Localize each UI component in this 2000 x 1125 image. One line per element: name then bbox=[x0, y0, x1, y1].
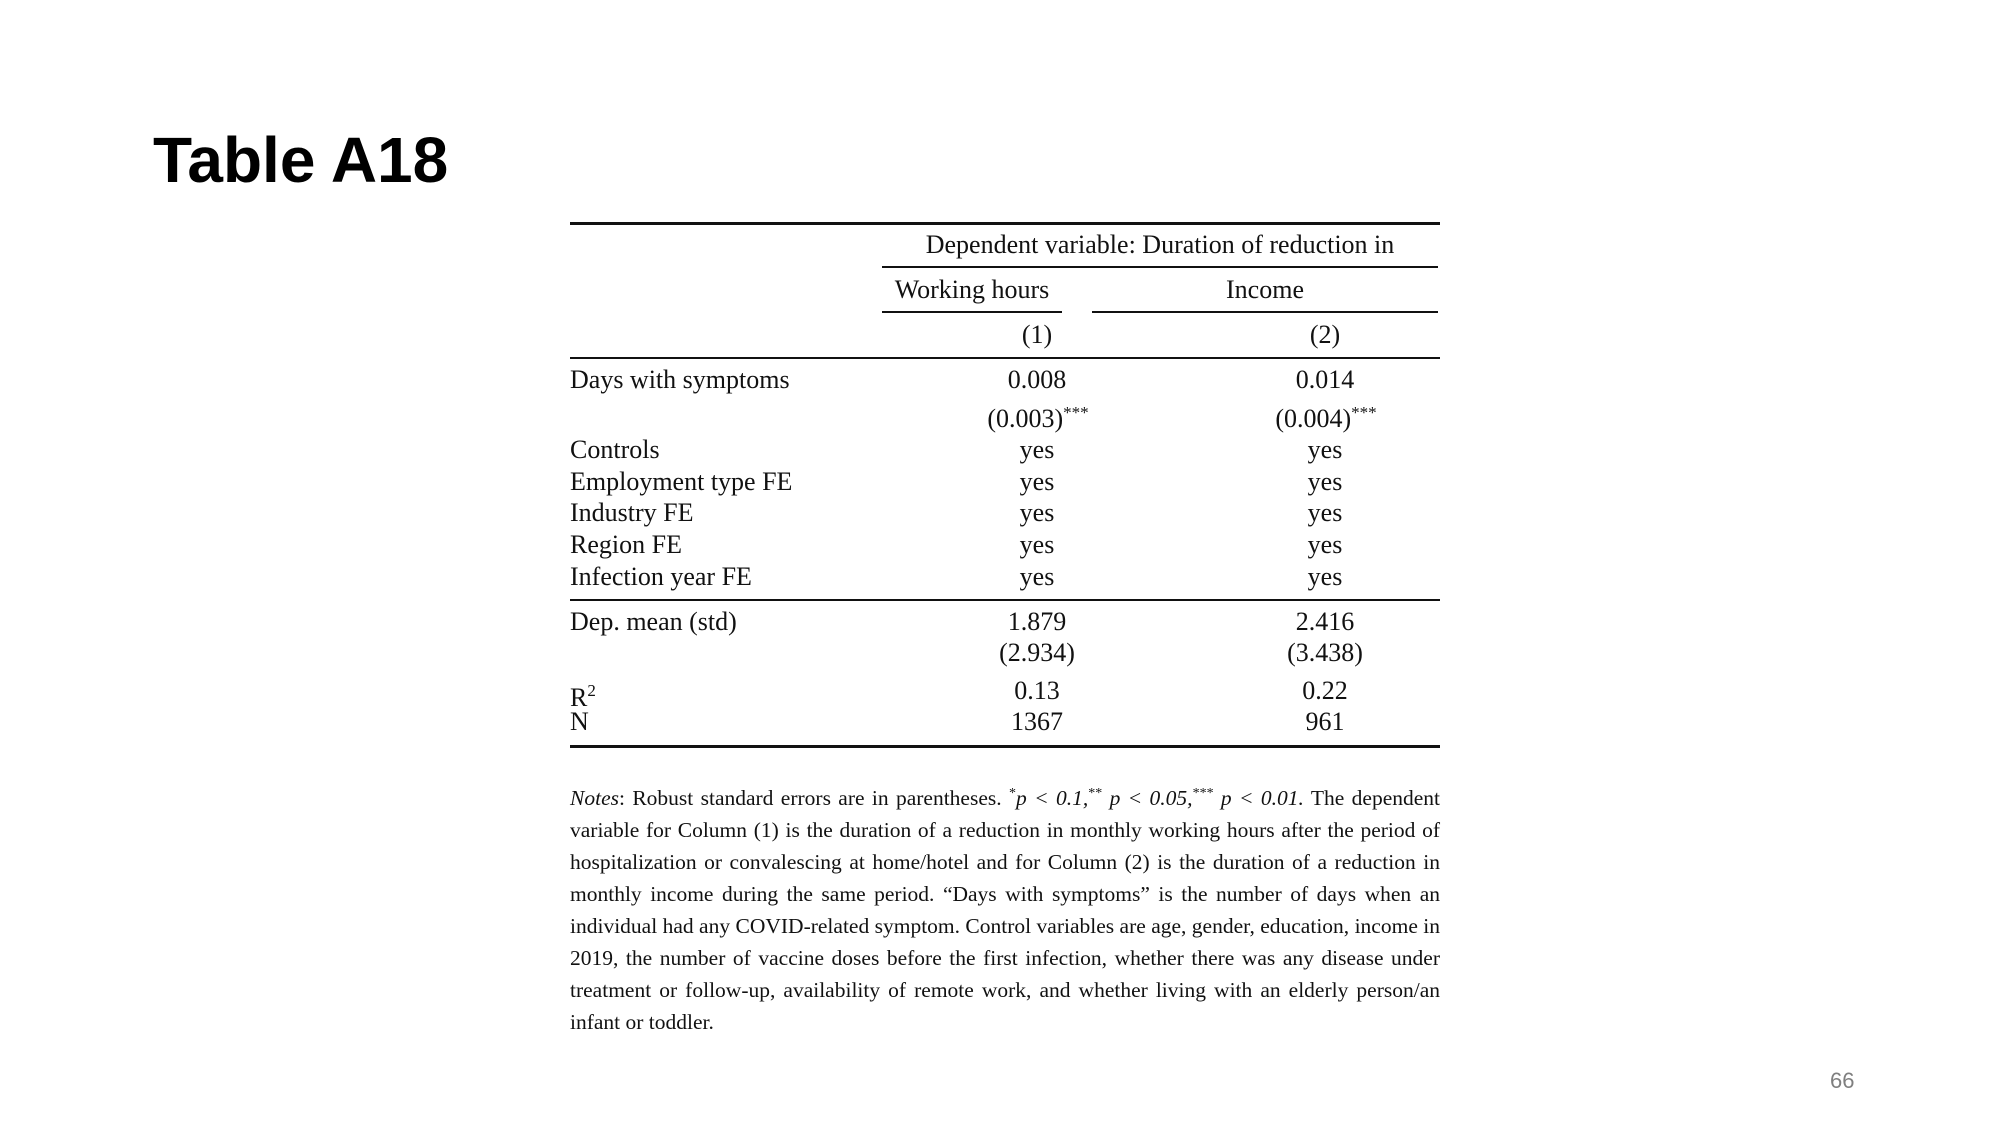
column-number-1: (1) bbox=[1021, 320, 1053, 349]
n-1: 1367 bbox=[1011, 707, 1063, 736]
controls-2: yes bbox=[1307, 435, 1343, 464]
slide-title: Table A18 bbox=[153, 124, 449, 196]
n-2: 961 bbox=[1305, 707, 1345, 736]
r2-1: 0.13 bbox=[1014, 676, 1060, 705]
stars-2: *** bbox=[1351, 403, 1377, 422]
industry-fe-1: yes bbox=[1019, 498, 1055, 527]
stars-1: *** bbox=[1063, 403, 1089, 422]
bottom-rule bbox=[570, 745, 1440, 748]
infection-year-fe-1: yes bbox=[1019, 562, 1055, 591]
row-label-days-with-symptoms: Days with symptoms bbox=[570, 365, 790, 394]
column-2-rule bbox=[1092, 311, 1438, 313]
se-1: (0.003)*** bbox=[987, 403, 1089, 433]
dep-std-2: (3.438) bbox=[1287, 638, 1363, 667]
coef-1: 0.008 bbox=[1007, 365, 1067, 394]
infection-year-fe-2: yes bbox=[1307, 562, 1343, 591]
table-notes: Notes: Robust standard errors are in parentheses. *p < 0.1,** p < 0.05,*** p < 0.01. The dependent variable for Column (1) is the duration of a reduction in monthly working hours after the period of hospitalization or convalescing at home/hotel and for Column (2) is the duration of a reduction in monthly income during the same period. “Days with symptoms” is the number of days when an individual had any COVID-related symptom. Control variables are age, gender, education, income in 2019, the number of vaccine doses before the first infection, whether there was any disease under treatment or follow-up, availability of remote work, and whether living with an elderly person/an infant or toddler. bbox=[570, 786, 1441, 1035]
row-label-employment-fe: Employment type FE bbox=[570, 467, 793, 496]
dep-mean-2: 2.416 bbox=[1295, 607, 1355, 636]
page-number: 66 bbox=[1830, 1068, 1855, 1093]
coef-2: 0.014 bbox=[1295, 365, 1355, 394]
row-label-r2: $R^2$ bbox=[570, 681, 596, 712]
notes-body: The dependent variable for Column (1) is the duration of a reduction in monthly working hours after the period of hospitalization or convalescing at home/hotel and for Column (2) is the duration of a reduction in monthly income during the same period. “Days with symptoms” is the number of days when an individual had any COVID-related symptom. Control variables are age, gender, education, income in 2019, the number of vaccine doses before the first infection, whether there was any disease under treatment or follow-up, availability of remote work, and whether living with an elderly person/an infant or toddler. bbox=[570, 786, 1441, 1035]
region-fe-1: yes bbox=[1019, 530, 1055, 559]
se-2: (0.004)*** bbox=[1275, 403, 1377, 433]
controls-1: yes bbox=[1019, 435, 1055, 464]
row-label-n: N bbox=[570, 707, 589, 736]
dep-mean-1: 1.879 bbox=[1007, 607, 1067, 636]
industry-fe-2: yes bbox=[1307, 498, 1343, 527]
row-label-industry-fe: Industry FE bbox=[570, 498, 694, 527]
top-rule bbox=[570, 222, 1440, 225]
row-label-controls: Controls bbox=[570, 435, 660, 464]
row-label-infection-year-fe: Infection year FE bbox=[570, 562, 752, 591]
employment-fe-1: yes bbox=[1019, 467, 1055, 496]
column-number-2: (2) bbox=[1309, 320, 1341, 349]
notes-label: Notes bbox=[570, 786, 619, 811]
column-name-1: Working hours bbox=[894, 275, 1050, 304]
r2-2: 0.22 bbox=[1302, 676, 1348, 705]
dep-var-header: Dependent variable: Duration of reduction in bbox=[925, 230, 1395, 259]
region-fe-2: yes bbox=[1307, 530, 1343, 559]
dep-var-rule bbox=[882, 266, 1438, 268]
row-label-region-fe: Region FE bbox=[570, 530, 682, 559]
row-label-dep-mean: Dep. mean (std) bbox=[570, 607, 737, 636]
employment-fe-2: yes bbox=[1307, 467, 1343, 496]
header-rule bbox=[570, 357, 1440, 359]
dep-std-1: (2.934) bbox=[999, 638, 1075, 667]
column-name-2: Income bbox=[1226, 275, 1304, 304]
mid-rule bbox=[570, 599, 1440, 601]
column-1-rule bbox=[882, 311, 1062, 313]
